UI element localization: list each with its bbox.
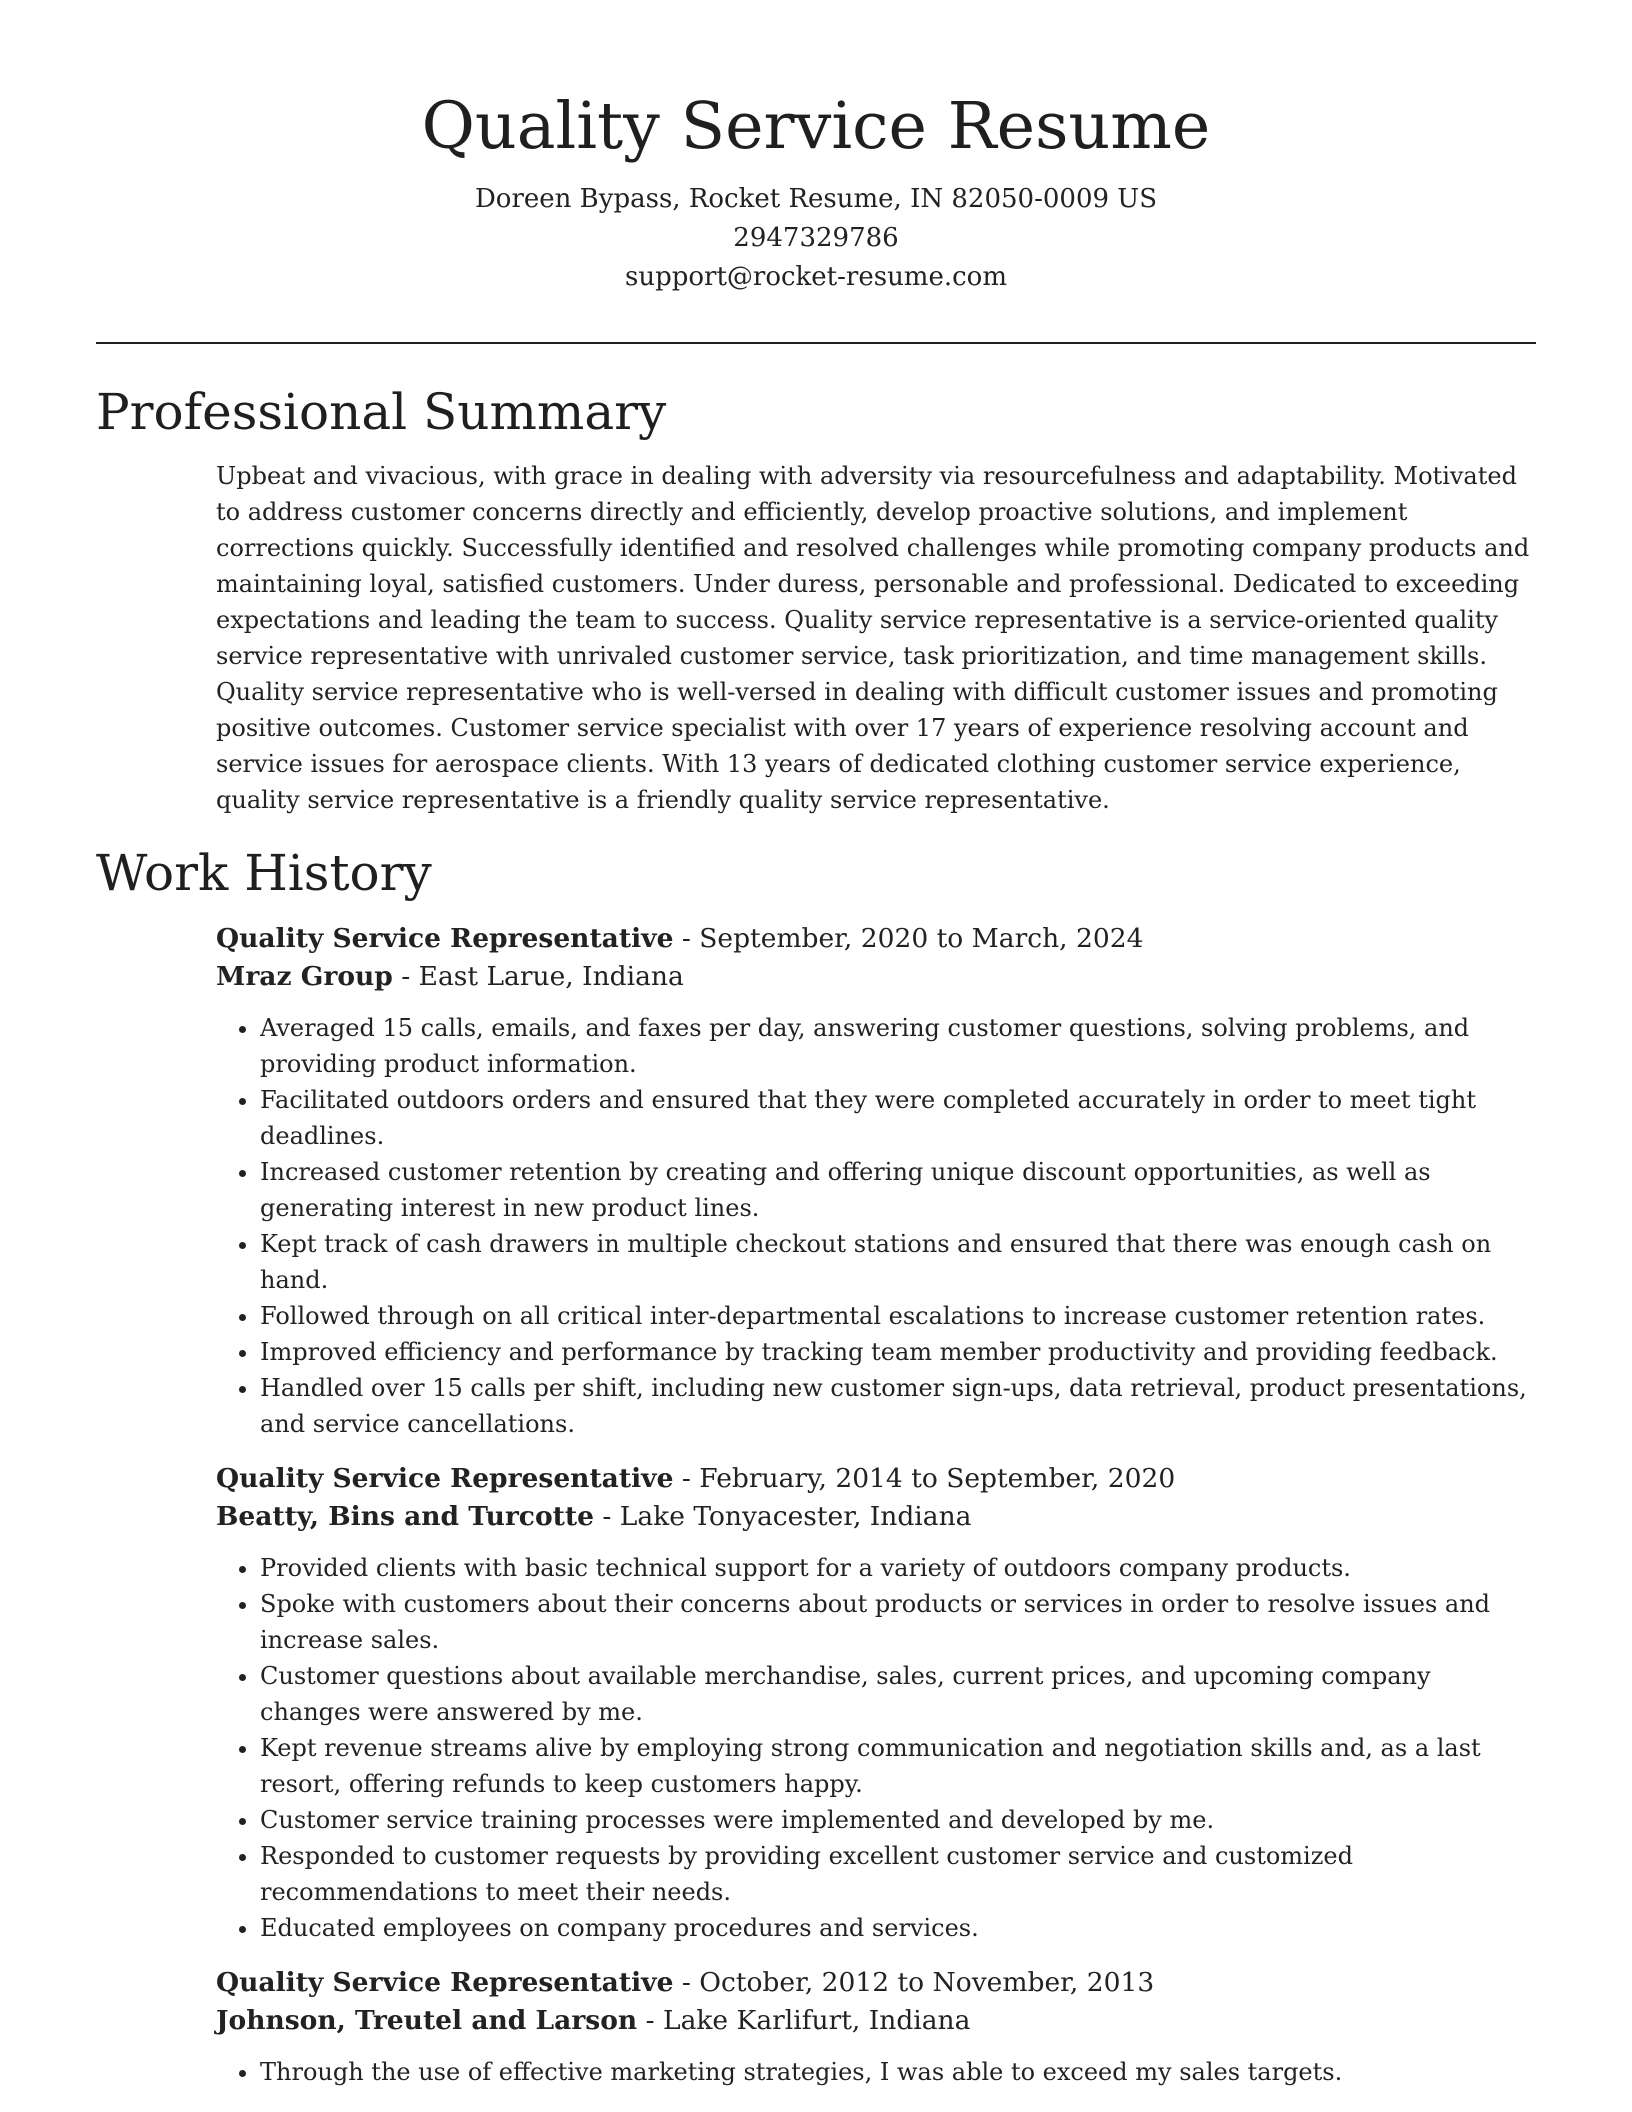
contact-phone: 2947329786 — [733, 223, 899, 253]
job-entry — [216, 1964, 1536, 2090]
job-duty-item: • Customer service training processes were implemented and developed by me. — [260, 1802, 1536, 1838]
job-title-line — [216, 1460, 1536, 1498]
job-title: Quality Service Representative — [216, 923, 674, 954]
job-duty-item: • Increased customer retention by creating and offering unique discount opportunities, as well as generating interest in new product lines. — [260, 1154, 1536, 1226]
summary-text: Upbeat and vivacious, with grace in dealing with adversity via resourcefulness and adaptability. Motivated to address customer concerns directly and efficiently, develop proactive solutions, and implement corrections quickly. Successfully identified and resolved challenges while promoting company products and maintaining loyal, satisfied customers. Under duress, personable and professional. Dedicated to exceeding expectations and leading the team to success. Quality service representative is a service-oriented quality service representative with unrivaled customer service, task prioritization, and time management skills. Quality service representative who is well-versed in dealing with difficult customer issues and promoting positive outcomes. Customer service specialist with over 17 years of experience resolving account and service issues for aerospace clients. With 13 years of dedicated clothing customer service experience, quality service representative is a friendly quality service representative. — [216, 462, 1530, 814]
job-dates: October, 2012 to November, 2013 — [699, 1967, 1155, 1998]
job-company-line — [216, 2002, 1536, 2040]
separator: - — [673, 1463, 700, 1494]
separator: - — [637, 2005, 663, 2036]
job-title-line — [216, 920, 1536, 958]
summary-heading: Professional Summary — [96, 383, 667, 441]
contact-email: support@rocket-resume.com — [624, 262, 1007, 292]
separator: - — [392, 961, 419, 992]
job-company: Mraz Group — [216, 961, 393, 992]
work-history-heading: Work History — [96, 844, 432, 902]
job-title: Quality Service Representative — [216, 1967, 674, 1998]
job-duty-item: • Facilitated outdoors orders and ensured that they were completed accurately in order to meet tight deadlines. — [260, 1082, 1536, 1154]
separator: - — [673, 1967, 700, 1998]
job-duty-item: • Kept revenue streams alive by employing strong communication and negotiation skills and, as a last resort, offering refunds to keep customers happy. — [260, 1730, 1536, 1802]
job-location: East Larue, Indiana — [418, 961, 684, 992]
contact-address: Doreen Bypass, Rocket Resume, IN 82050-0009 US — [474, 184, 1158, 214]
separator: - — [593, 1501, 620, 1532]
job-title-line — [216, 1964, 1536, 2002]
job-company: Johnson, Treutel and Larson — [216, 2005, 638, 2036]
job-location: Lake Tonyacester, Indiana — [619, 1501, 972, 1532]
work-history-list — [216, 920, 1536, 2108]
job-company: Beatty, Bins and Turcotte — [216, 1501, 594, 1532]
job-duty-item: • Spoke with customers about their concerns about products or services in order to resolve issues and increase sales. — [260, 1586, 1536, 1658]
job-duties-list — [216, 1550, 1536, 1946]
contact-info — [96, 180, 1536, 297]
separator: - — [673, 923, 700, 954]
job-duty-item: • Responded to customer requests by providing excellent customer service and customized recommendations to meet their needs. — [260, 1838, 1536, 1910]
job-company-line — [216, 958, 1536, 996]
job-duties-list — [216, 2054, 1536, 2090]
job-duty-item: • Followed through on all critical inter-departmental escalations to increase customer retention rates. — [260, 1298, 1536, 1334]
job-duty-item: • Provided clients with basic technical support for a variety of outdoors company products. — [260, 1550, 1536, 1586]
job-duty-item: • Educated employees on company procedures and services. — [260, 1910, 1536, 1946]
job-company-line — [216, 1498, 1536, 1536]
job-duty-item: • Handled over 15 calls per shift, including new customer sign-ups, data retrieval, product presentations, and service cancellations. — [260, 1370, 1536, 1442]
job-title: Quality Service Representative — [216, 1463, 674, 1494]
job-dates: September, 2020 to March, 2024 — [699, 923, 1144, 954]
job-entry — [216, 920, 1536, 1442]
resume-header — [96, 84, 1536, 297]
summary-section — [216, 458, 1536, 818]
job-entry — [216, 1460, 1536, 1946]
job-duties-list — [216, 1010, 1536, 1442]
job-duty-item: • Through the use of effective marketing strategies, I was able to exceed my sales targets. — [260, 2054, 1536, 2090]
job-duty-item: • Customer questions about available merchandise, sales, current prices, and upcoming company changes were answered by me. — [260, 1658, 1536, 1730]
job-dates: February, 2014 to September, 2020 — [699, 1463, 1176, 1494]
job-duty-item: • Improved efficiency and performance by tracking team member productivity and providing feedback. — [260, 1334, 1536, 1370]
job-location: Lake Karlifurt, Indiana — [662, 2005, 971, 2036]
job-duty-item: • Averaged 15 calls, emails, and faxes per day, answering customer questions, solving problems, and providing product information. — [260, 1010, 1536, 1082]
resume-title: Quality Service Resume — [421, 89, 1211, 164]
job-duty-item: • Kept track of cash drawers in multiple checkout stations and ensured that there was enough cash on hand. — [260, 1226, 1536, 1298]
header-divider — [96, 342, 1536, 344]
